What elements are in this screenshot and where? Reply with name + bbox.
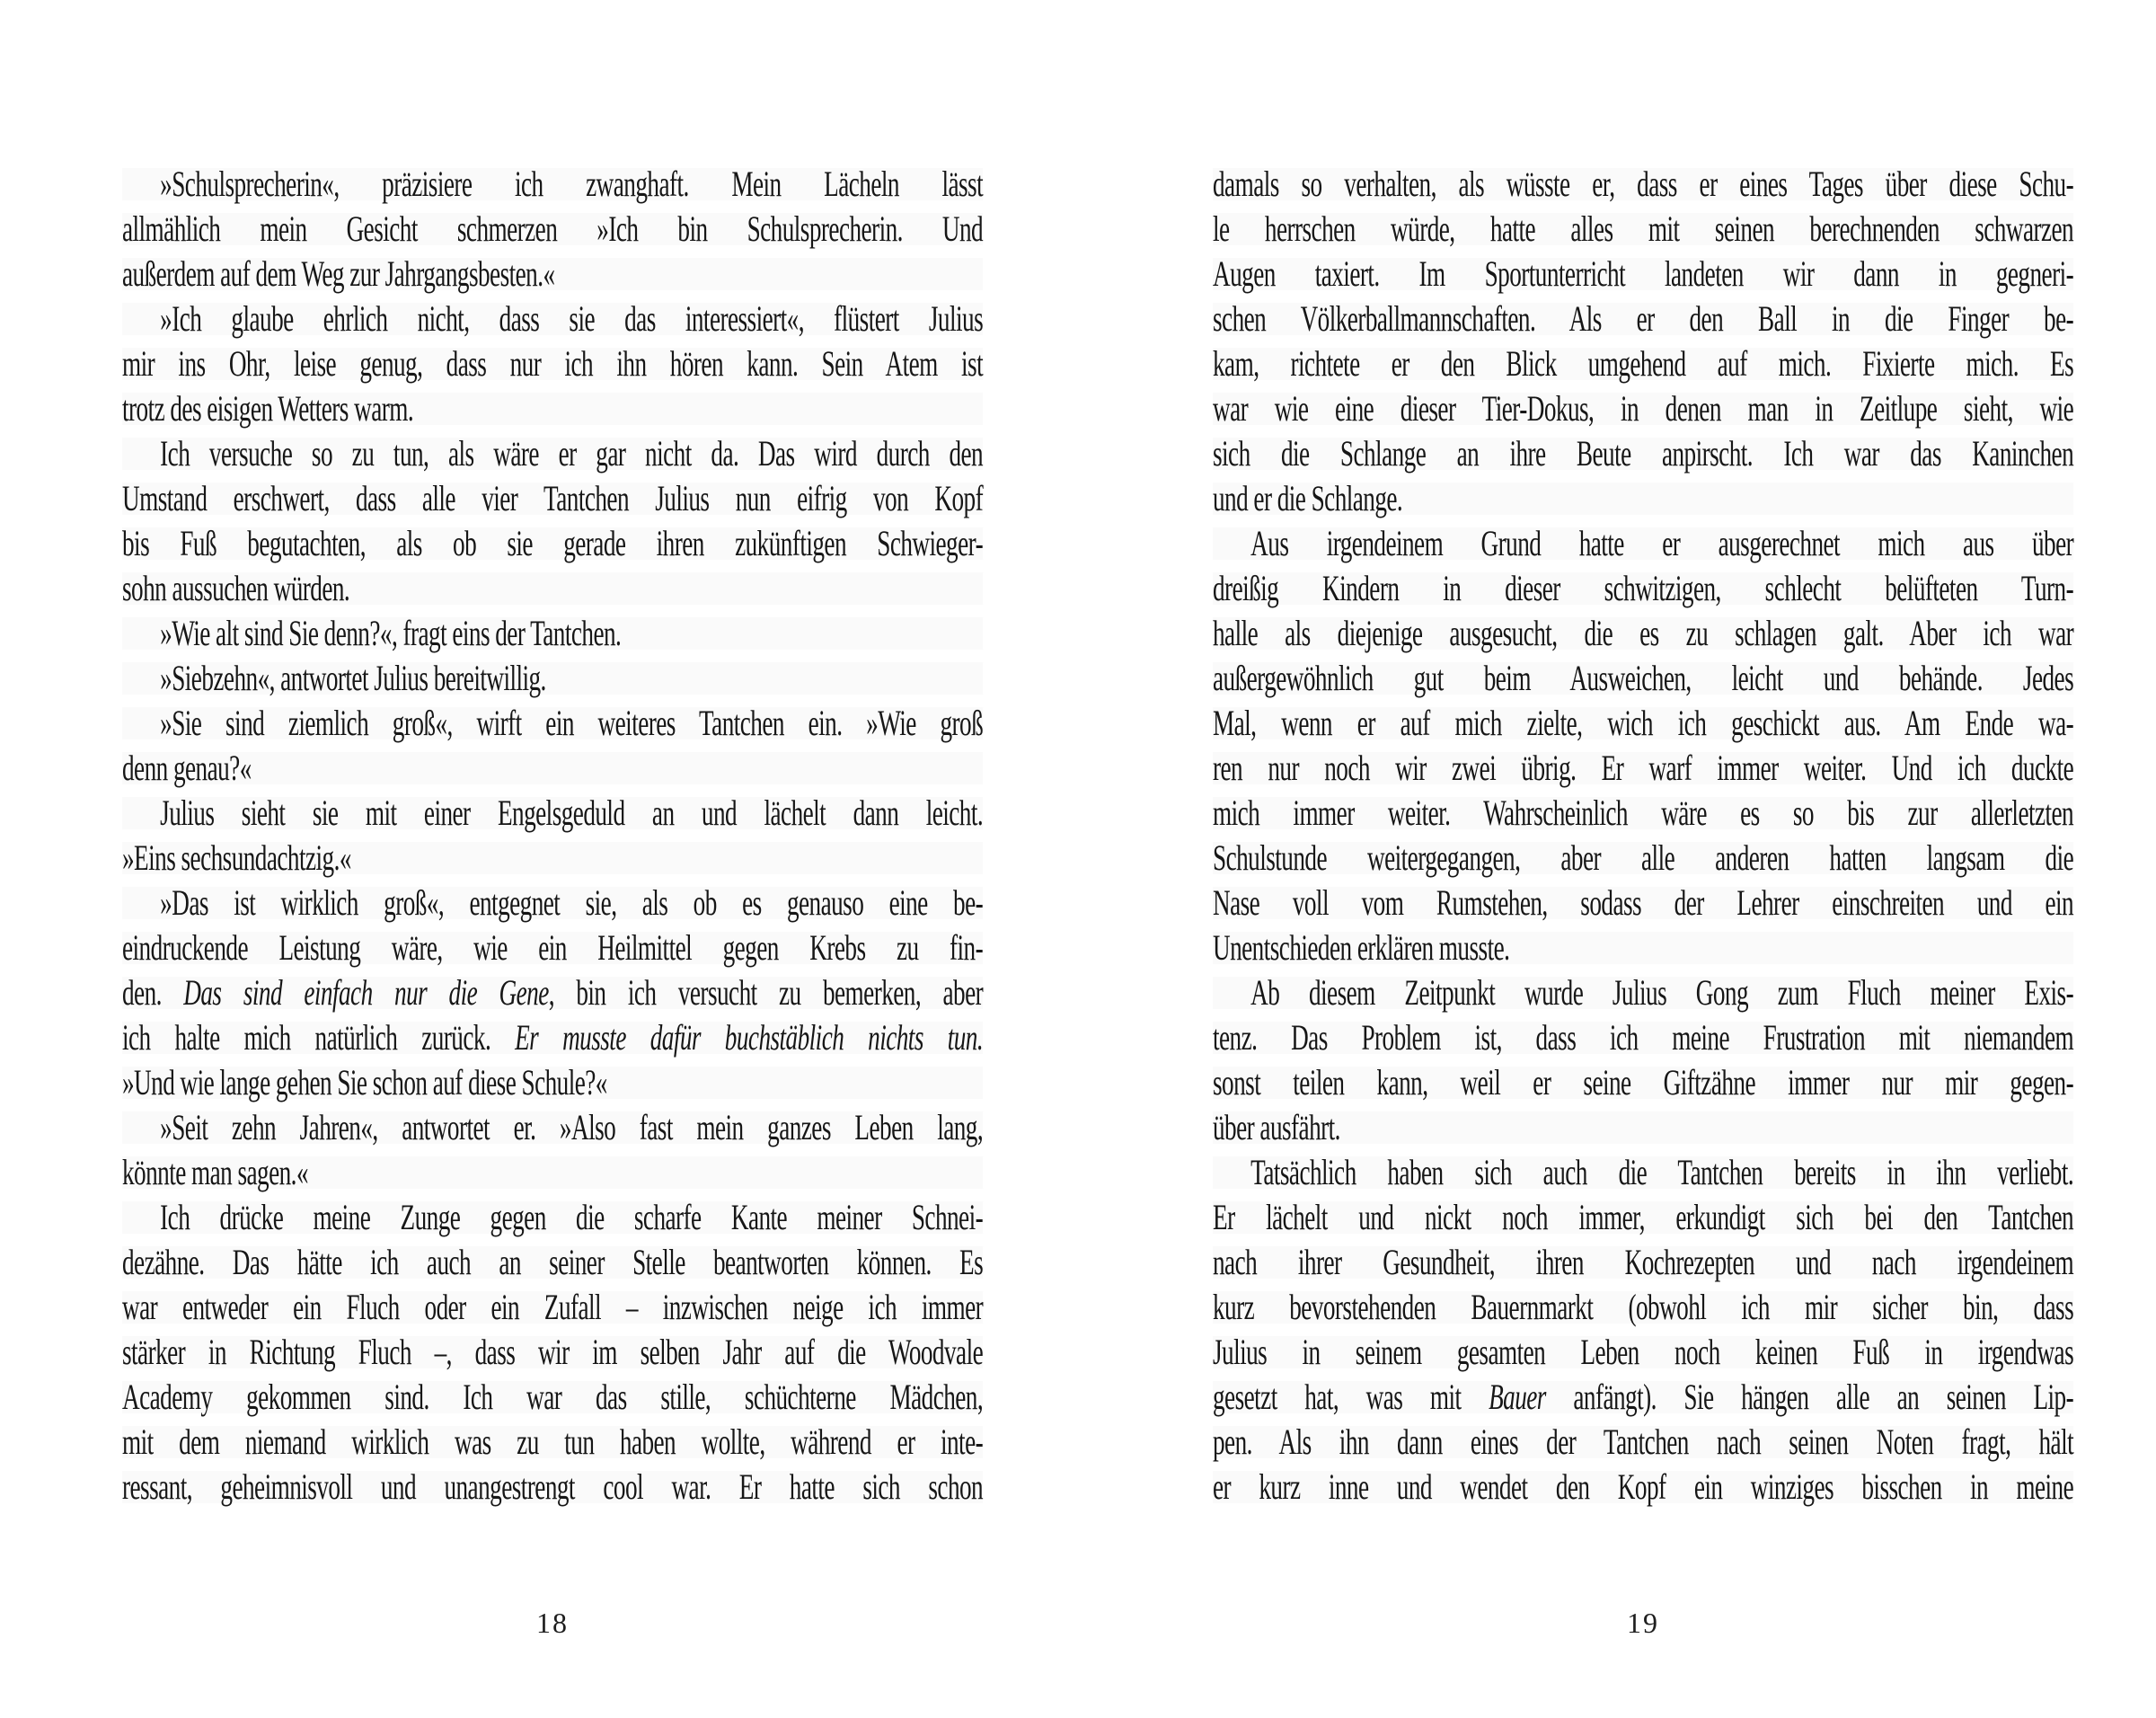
text-line: er kurz inne und wendet den Kopf ein winziges bisschen in meine xyxy=(1213,1465,2073,1510)
text-line: Ich versuche so zu tun, als wäre er gar nicht da. Das wird durch den xyxy=(122,431,983,476)
page-right-text xyxy=(1213,162,2073,1510)
text-line: »Wie alt sind Sie denn?«, fragt eins der Tantchen. xyxy=(122,611,983,656)
text-line: »Seit zehn Jahren«, antwortet er. »Also fast mein ganzes Leben lang, xyxy=(122,1105,983,1150)
text-line: über ausfährt. xyxy=(1213,1105,2073,1150)
text-line: Umstand erschwert, dass alle vier Tantchen Julius nun eifrig von Kopf xyxy=(122,476,983,521)
text-line: dreißig Kindern in dieser schwitzigen, schlecht belüfteten Turn- xyxy=(1213,566,2073,611)
text-line: schen Völkerballmannschaften. Als er den Ball in die Finger be- xyxy=(1213,297,2073,341)
text-line: und er die Schlange. xyxy=(1213,476,2073,521)
text-line: Er lächelt und nickt noch immer, erkundigt sich bei den Tantchen xyxy=(1213,1195,2073,1240)
text-line: sohn aussuchen würden. xyxy=(122,566,983,611)
text-line: Nase voll vom Rumstehen, sodass der Lehrer einschreiten und ein xyxy=(1213,881,2073,925)
text-line: Augen taxiert. Im Sportunterricht landeten wir dann in gegneri- xyxy=(1213,252,2073,297)
text-line: dezähne. Das hätte ich auch an seiner Stelle beantworten können. Es xyxy=(122,1240,983,1285)
text-line: eindruckende Leistung wäre, wie ein Heilmittel gegen Krebs zu fin- xyxy=(122,925,983,970)
text-line: Mal, wenn er auf mich zielte, wich ich geschickt aus. Am Ende wa- xyxy=(1213,701,2073,746)
page-number-left: 18 xyxy=(536,1607,569,1639)
text-line: mich immer weiter. Wahrscheinlich wäre es so bis zur allerletzten xyxy=(1213,791,2073,836)
text-line: Julius in seinem gesamten Leben noch keinen Fuß in irgendwas xyxy=(1213,1330,2073,1375)
text-line: Tatsächlich haben sich auch die Tantchen bereits in ihn verliebt. xyxy=(1213,1150,2073,1195)
text-line: nach ihrer Gesundheit, ihren Kochrezepten und nach irgendeinem xyxy=(1213,1240,2073,1285)
text-line: kam, richtete er den Blick umgehend auf mich. Fixierte mich. Es xyxy=(1213,341,2073,386)
text-line: kurz bevorstehenden Bauernmarkt (obwohl ich mir sicher bin, dass xyxy=(1213,1285,2073,1330)
text-line: denn genau?« xyxy=(122,746,983,791)
text-line: damals so verhalten, als wüsste er, dass er eines Tages über diese Schu- xyxy=(1213,162,2073,207)
text-line: Ich drücke meine Zunge gegen die scharfe Kante meiner Schnei- xyxy=(122,1195,983,1240)
text-line: Academy gekommen sind. Ich war das stille, schüchterne Mädchen, xyxy=(122,1375,983,1420)
text-line: Ab diesem Zeitpunkt wurde Julius Gong zum Fluch meiner Exis- xyxy=(1213,970,2073,1015)
text-line: halle als diejenige ausgesucht, die es zu schlagen galt. Aber ich war xyxy=(1213,611,2073,656)
text-line: ressant, geheimnisvoll und unangestrengt cool war. Er hatte sich schon xyxy=(122,1465,983,1510)
text-line: ich halte mich natürlich zurück. Er musste dafür buchstäblich nichts tun. xyxy=(122,1015,983,1060)
italic-text: Er musste dafür buchstäblich nichts tun. xyxy=(515,1017,984,1058)
text-line: »Sie sind ziemlich groß«, wirft ein weiteres Tantchen ein. »Wie groß xyxy=(122,701,983,746)
page-left-text xyxy=(122,162,983,1510)
text-line: sonst teilen kann, weil er seine Giftzähne immer nur mir gegen- xyxy=(1213,1060,2073,1105)
text-line: »Ich glaube ehrlich nicht, dass sie das interessiert«, flüstert Julius xyxy=(122,297,983,341)
text-line: den. Das sind einfach nur die Gene, bin ich versucht zu bemerken, aber xyxy=(122,970,983,1015)
text-line: außergewöhnlich gut beim Ausweichen, leicht und behände. Jedes xyxy=(1213,656,2073,701)
text-line: mir ins Ohr, leise genug, dass nur ich ihn hören kann. Sein Atem ist xyxy=(122,341,983,386)
text-line: trotz des eisigen Wetters warm. xyxy=(122,386,983,431)
text-line: gesetzt hat, was mit Bauer anfängt). Sie hängen alle an seinen Lip- xyxy=(1213,1375,2073,1420)
text-line: sich die Schlange an ihre Beute anpirscht. Ich war das Kaninchen xyxy=(1213,431,2073,476)
text-line: »Siebzehn«, antwortet Julius bereitwillig. xyxy=(122,656,983,701)
text-line: Julius sieht sie mit einer Engelsgeduld an und lächelt dann leicht. xyxy=(122,791,983,836)
text-line: mit dem niemand wirklich was zu tun haben wollte, während er inte- xyxy=(122,1420,983,1465)
text-line: außerdem auf dem Weg zur Jahrgangsbesten.« xyxy=(122,252,983,297)
text-line: ren nur noch wir zwei übrig. Er warf immer weiter. Und ich duckte xyxy=(1213,746,2073,791)
text-line: »Und wie lange gehen Sie schon auf diese Schule?« xyxy=(122,1060,983,1105)
text-line: »Eins sechsundachtzig.« xyxy=(122,836,983,881)
text-line: Schulstunde weitergegangen, aber alle anderen hatten langsam die xyxy=(1213,836,2073,881)
text-line: könnte man sagen.« xyxy=(122,1150,983,1195)
text-line: Aus irgendeinem Grund hatte er ausgerechnet mich aus über xyxy=(1213,521,2073,566)
text-line: war wie eine dieser Tier-Dokus, in denen man in Zeitlupe sieht, wie xyxy=(1213,386,2073,431)
text-line: war entweder ein Fluch oder ein Zufall – inzwischen neige ich immer xyxy=(122,1285,983,1330)
text-line: pen. Als ihn dann eines der Tantchen nach seinen Noten fragt, hält xyxy=(1213,1420,2073,1465)
text-line: allmählich mein Gesicht schmerzen »Ich bin Schulsprecherin. Und xyxy=(122,207,983,252)
text-line: le herrschen würde, hatte alles mit seinen berechnenden schwarzen xyxy=(1213,207,2073,252)
text-line: tenz. Das Problem ist, dass ich meine Frustration mit niemandem xyxy=(1213,1015,2073,1060)
page-number-right: 19 xyxy=(1627,1607,1659,1639)
text-line: »Schulsprecherin«, präzisiere ich zwanghaft. Mein Lächeln lässt xyxy=(122,162,983,207)
text-line: bis Fuß begutachten, als ob sie gerade ihren zukünftigen Schwieger- xyxy=(122,521,983,566)
text-line: stärker in Richtung Fluch –, dass wir im selben Jahr auf die Woodvale xyxy=(122,1330,983,1375)
text-line: »Das ist wirklich groß«, entgegnet sie, als ob es genauso eine be- xyxy=(122,881,983,925)
italic-text: Bauer xyxy=(1489,1377,1546,1417)
text-line: Unentschieden erklären musste. xyxy=(1213,925,2073,970)
italic-text: Das sind einfach nur die Gene xyxy=(183,972,549,1013)
